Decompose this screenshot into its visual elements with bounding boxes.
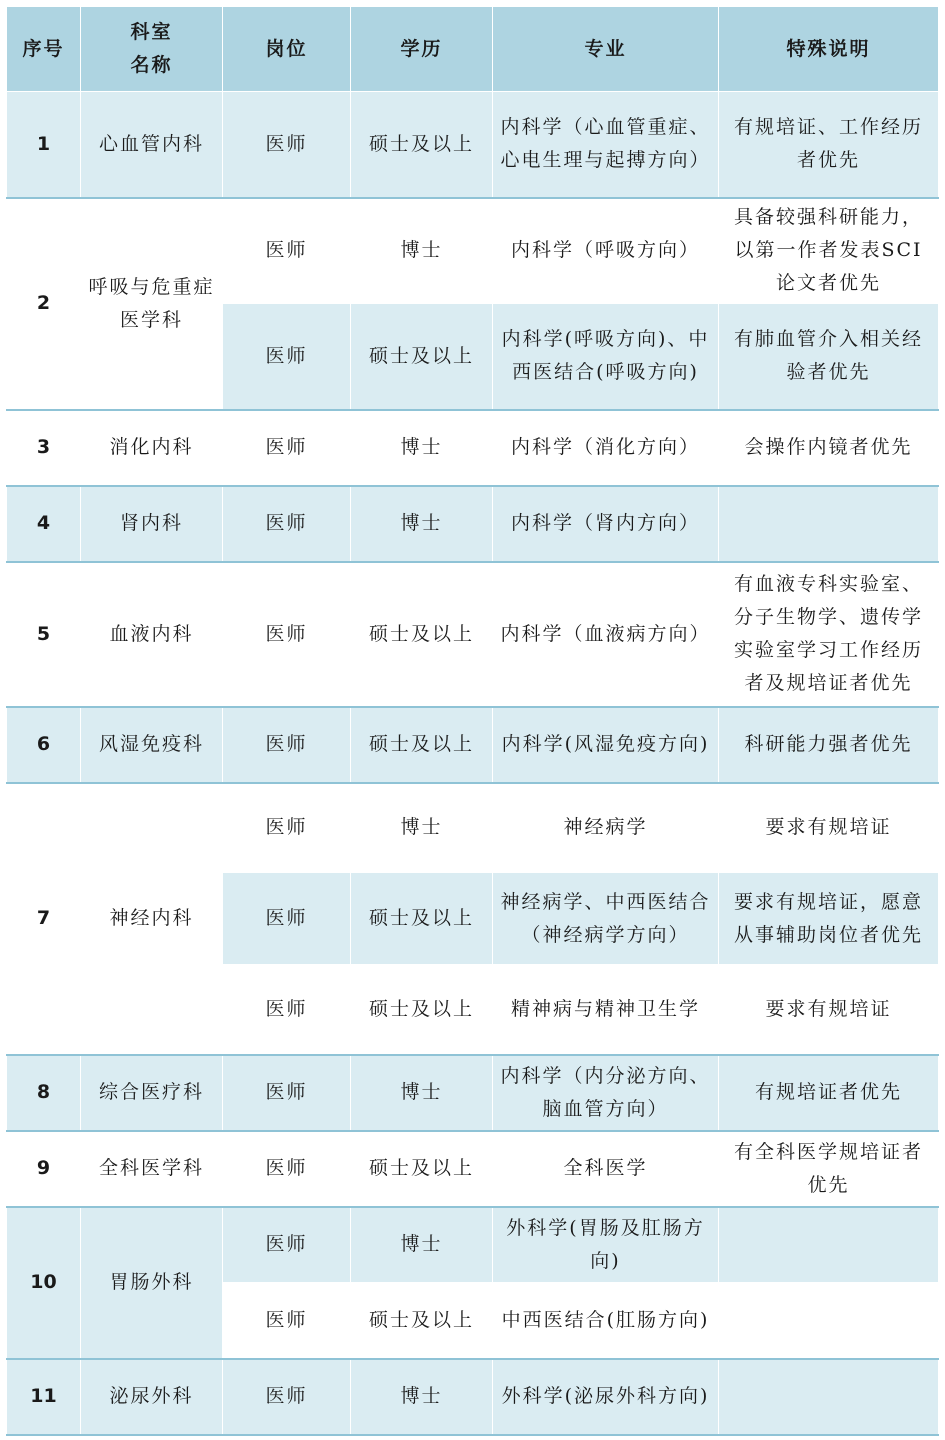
row-note: 有全科医学规培证者优先 [719,1131,939,1207]
row-seq: 11 [7,1359,81,1435]
row-seq: 8 [7,1055,81,1131]
row-position: 医师 [223,783,351,873]
row-note: 有血液专科实验室、分子生物学、遗传学实验室学习工作经历者及规培证者优先 [719,562,939,707]
row-dept: 肾内科 [81,486,223,562]
row-dept: 神经内科 [81,783,223,1055]
row-dept: 泌尿外科 [81,1359,223,1435]
row-dept: 消化内科 [81,410,223,486]
row-position: 医师 [223,1055,351,1131]
row-seq: 6 [7,707,81,783]
row-position: 医师 [223,1359,351,1435]
row-education: 硕士及以上 [351,92,493,198]
row-note: 要求有规培证 [719,783,939,873]
row-major: 外科学(泌尿外科方向) [493,1359,719,1435]
row-seq: 4 [7,486,81,562]
row-position: 医师 [223,562,351,707]
row-position: 医师 [223,198,351,304]
row-education: 博士 [351,198,493,304]
row-major: 神经病学、中西医结合（神经病学方向） [493,873,719,965]
table-row [7,1131,939,1207]
row-note: 要求有规培证 [719,965,939,1055]
row-major: 内科学（消化方向） [493,410,719,486]
row-position: 医师 [223,1283,351,1359]
row-seq: 3 [7,410,81,486]
row-seq: 7 [7,783,81,1055]
row-position: 医师 [223,965,351,1055]
row-note: 有规培证、工作经历者优先 [719,92,939,198]
row-dept: 风湿免疫科 [81,707,223,783]
row-position: 医师 [223,486,351,562]
row-major: 内科学（血液病方向） [493,562,719,707]
row-dept: 全科医学科 [81,1131,223,1207]
row-dept: 综合医疗科 [81,1055,223,1131]
row-note: 要求有规培证，愿意从事辅助岗位者优先 [719,873,939,965]
row-education: 博士 [351,783,493,873]
row-seq: 1 [7,92,81,198]
row-education: 博士 [351,1055,493,1131]
row-education: 博士 [351,410,493,486]
row-position: 医师 [223,707,351,783]
row-major: 内科学（肾内方向） [493,486,719,562]
row-seq: 5 [7,562,81,707]
row-dept: 心血管内科 [81,92,223,198]
row-note: 科研能力强者优先 [719,707,939,783]
header-seq: 序号 [7,7,81,92]
row-major: 神经病学 [493,783,719,873]
row-note [719,486,939,562]
row-major: 精神病与精神卫生学 [493,965,719,1055]
table-row [7,562,939,707]
recruitment-table [6,6,939,1436]
row-dept: 血液内科 [81,562,223,707]
row-education: 硕士及以上 [351,873,493,965]
row-note: 具备较强科研能力，以第一作者发表SCI论文者优先 [719,198,939,304]
row-position: 医师 [223,92,351,198]
row-seq: 10 [7,1207,81,1359]
row-note [719,1359,939,1435]
header-dept: 科室 名称 [81,7,223,92]
row-major: 内科学（心血管重症、心电生理与起搏方向） [493,92,719,198]
row-position: 医师 [223,304,351,410]
row-major: 内科学（内分泌方向、脑血管方向） [493,1055,719,1131]
row-education: 博士 [351,486,493,562]
row-note: 有肺血管介入相关经验者优先 [719,304,939,410]
row-major: 内科学(呼吸方向)、中西医结合(呼吸方向) [493,304,719,410]
row-education: 硕士及以上 [351,562,493,707]
row-major: 外科学(胃肠及肛肠方向) [493,1207,719,1283]
row-note [719,1283,939,1359]
row-dept: 胃肠外科 [81,1207,223,1359]
row-education: 硕士及以上 [351,707,493,783]
row-seq: 2 [7,198,81,410]
row-note: 会操作内镜者优先 [719,410,939,486]
table-row [7,1359,939,1435]
row-position: 医师 [223,873,351,965]
header-major: 专业 [493,7,719,92]
row-education: 硕士及以上 [351,1283,493,1359]
table-row [7,1055,939,1131]
table-row [7,486,939,562]
row-major: 全科医学 [493,1131,719,1207]
header-education: 学历 [351,7,493,92]
row-position: 医师 [223,410,351,486]
table-row [7,707,939,783]
row-seq: 9 [7,1131,81,1207]
row-note: 有规培证者优先 [719,1055,939,1131]
table-row [7,783,939,873]
row-major: 内科学（呼吸方向） [493,198,719,304]
row-major: 中西医结合(肛肠方向) [493,1283,719,1359]
table-row [7,92,939,198]
row-position: 医师 [223,1131,351,1207]
table-row [7,410,939,486]
row-major: 内科学(风湿免疫方向) [493,707,719,783]
row-education: 博士 [351,1207,493,1283]
row-education: 硕士及以上 [351,1131,493,1207]
header-note: 特殊说明 [719,7,939,92]
row-education: 硕士及以上 [351,965,493,1055]
row-dept: 呼吸与危重症医学科 [81,198,223,410]
header-row [7,7,939,92]
header-position: 岗位 [223,7,351,92]
row-note [719,1207,939,1283]
table-row [7,198,939,304]
row-education: 博士 [351,1359,493,1435]
row-education: 硕士及以上 [351,304,493,410]
row-position: 医师 [223,1207,351,1283]
table-row [7,1207,939,1283]
